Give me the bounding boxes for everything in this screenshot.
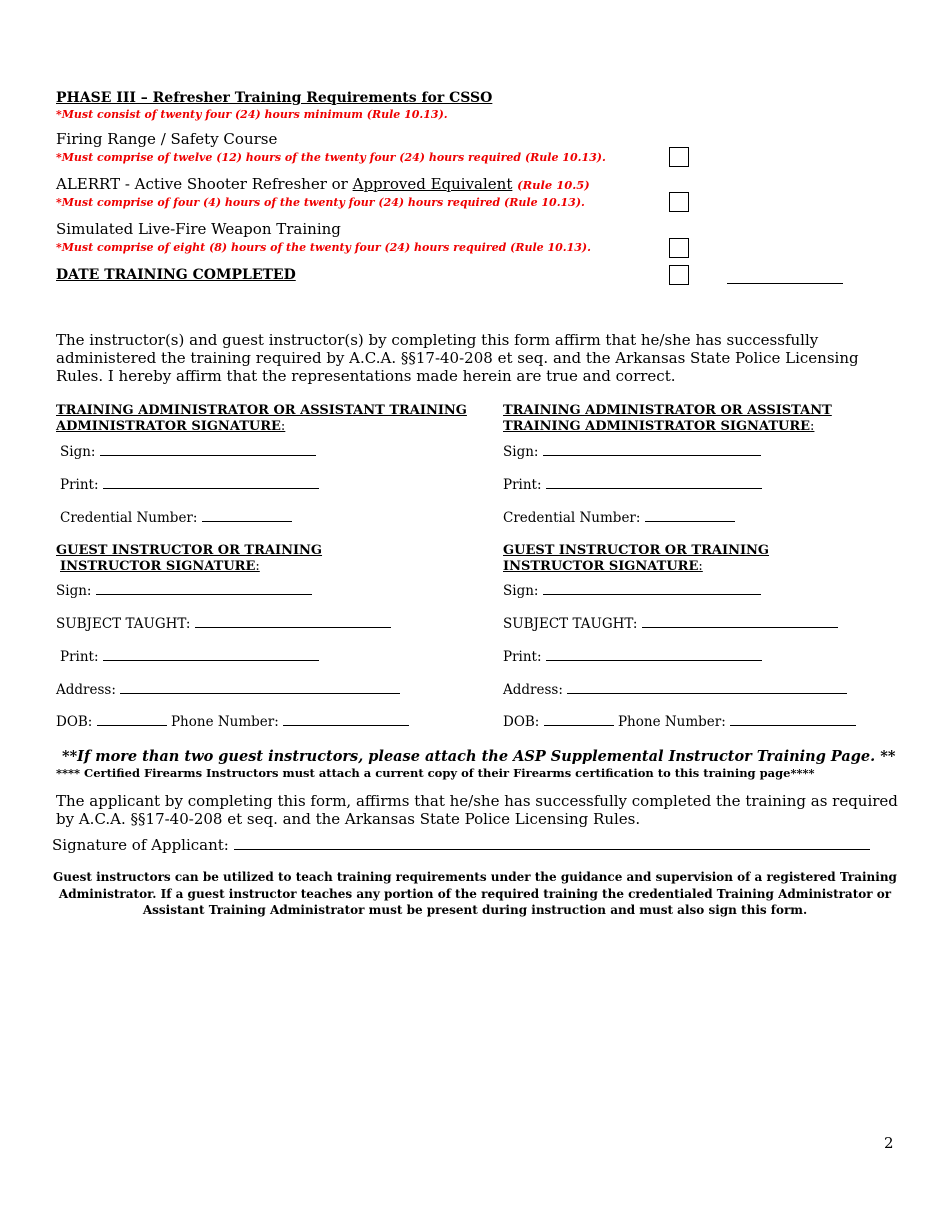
guest-left-heading-line1: GUEST INSTRUCTOR OR TRAINING xyxy=(56,543,323,558)
admin-left-heading-line1: TRAINING ADMINISTRATOR OR ASSISTANT TRAINING xyxy=(56,403,467,418)
guest-right-print-field[interactable] xyxy=(503,649,762,665)
print-label: Print: xyxy=(60,477,99,493)
dob-line[interactable] xyxy=(544,724,614,726)
colon: : xyxy=(280,419,286,434)
subject-line[interactable] xyxy=(195,626,391,628)
date-completed-checkbox[interactable] xyxy=(669,265,689,285)
admin-left-sign-field[interactable] xyxy=(60,444,316,460)
requirement-alerrt-rule: (Rule 10.5) xyxy=(517,178,590,192)
guest-right-heading-line2: INSTRUCTOR SIGNATURE xyxy=(503,559,699,574)
requirement-simulated-note: *Must comprise of eight (8) hours of the twenty four (24) hours required (Rule 10.13). xyxy=(56,241,591,254)
sign-line[interactable] xyxy=(543,593,761,595)
applicant-signature-label: Signature of Applicant: xyxy=(52,836,229,854)
page-number: 2 xyxy=(884,1134,894,1152)
requirement-firing-range-note: *Must comprise of twelve (12) hours of the twenty four (24) hours required (Rule 10.13). xyxy=(56,151,606,164)
guest-left-subject-field[interactable] xyxy=(56,616,391,632)
guest-left-sign-field[interactable] xyxy=(56,583,312,599)
firing-range-checkbox[interactable] xyxy=(669,147,689,167)
requirement-firing-range: Firing Range / Safety Course xyxy=(56,130,278,148)
sign-label: Sign: xyxy=(503,583,539,599)
dob-label: DOB: xyxy=(56,714,93,730)
requirement-alerrt-prefix: ALERRT - Active Shooter Refresher or xyxy=(56,175,353,193)
guest-left-dob-phone-field[interactable] xyxy=(56,714,409,730)
address-label: Address: xyxy=(56,682,116,698)
dob-label: DOB: xyxy=(503,714,540,730)
guest-right-heading-line1: GUEST INSTRUCTOR OR TRAINING xyxy=(503,543,770,558)
colon: : xyxy=(698,559,703,574)
alerrt-checkbox[interactable] xyxy=(669,192,689,212)
firearms-certification-note: **** Certified Firearms Instructors must attach a current copy of their Firearms certification to this training page**** xyxy=(56,766,815,780)
admin-right-sign-field[interactable] xyxy=(503,444,761,460)
guest-left-heading-line2: INSTRUCTOR SIGNATURE xyxy=(60,559,256,574)
phone-line[interactable] xyxy=(730,724,856,726)
requirement-simulated-live-fire: Simulated Live-Fire Weapon Training xyxy=(56,220,341,238)
requirement-alerrt-note: *Must comprise of four (4) hours of the twenty four (24) hours required (Rule 10.13). xyxy=(56,196,585,209)
admin-right-credential-field[interactable] xyxy=(503,510,735,526)
guest-right-address-field[interactable] xyxy=(503,682,847,698)
credential-label: Credential Number: xyxy=(60,510,198,526)
applicant-signature-field[interactable] xyxy=(52,836,870,854)
admin-right-heading-line2: TRAINING ADMINISTRATOR SIGNATURE xyxy=(503,419,811,434)
phase-subtitle: *Must consist of twenty four (24) hours minimum (Rule 10.13). xyxy=(56,108,448,121)
instructor-affirmation: The instructor(s) and guest instructor(s) by completing this form affirm that he/she has successfully administered the training required by A.C.A. §§17-40-208 et seq. and the Arkansas State Police Licensing Rules. I hereby affirm that the representations made herein are true and correct. xyxy=(56,331,859,385)
applicant-affirmation: The applicant by completing this form, affirms that he/she has successfully completed the training as required by A.C.A. §§17-40-208 et seq. and the Arkansas State Police Licensing Rules. xyxy=(56,792,898,828)
phone-line[interactable] xyxy=(283,724,409,726)
sign-line[interactable] xyxy=(543,454,761,456)
guest-right-heading xyxy=(503,543,769,575)
date-training-completed-label: DATE TRAINING COMPLETED xyxy=(56,267,296,283)
colon: : xyxy=(255,559,260,574)
guest-right-subject-field[interactable] xyxy=(503,616,838,632)
supplemental-instructor-note: **If more than two guest instructors, please attach the ASP Supplemental Instructor Training Page. ** xyxy=(62,748,896,765)
sign-line[interactable] xyxy=(100,454,316,456)
subject-label: SUBJECT TAUGHT: xyxy=(503,616,638,632)
print-line[interactable] xyxy=(546,659,762,661)
print-label: Print: xyxy=(503,649,542,665)
guest-instructor-footer-note: Guest instructors can be utilized to teach training requirements under the guidance and supervision of a registered Training Administrator. If a guest instructor teaches any portion of the required training the credentialed Training Administrator or Assistant Training Administrator must be present during instruction and must also sign this form. xyxy=(53,870,897,917)
requirement-alerrt xyxy=(56,175,590,193)
credential-label: Credential Number: xyxy=(503,510,641,526)
print-line[interactable] xyxy=(103,487,319,489)
sign-label: Sign: xyxy=(60,444,96,460)
admin-left-print-field[interactable] xyxy=(60,477,319,493)
date-completed-line[interactable] xyxy=(727,283,843,284)
dob-line[interactable] xyxy=(97,724,167,726)
applicant-signature-line[interactable] xyxy=(234,848,870,850)
colon: : xyxy=(810,419,815,434)
phone-label: Phone Number: xyxy=(170,714,279,730)
guest-right-sign-field[interactable] xyxy=(503,583,761,599)
subject-label: SUBJECT TAUGHT: xyxy=(56,616,191,632)
guest-left-heading xyxy=(56,543,322,575)
address-line[interactable] xyxy=(120,692,400,694)
print-line[interactable] xyxy=(103,659,319,661)
sign-line[interactable] xyxy=(96,593,312,595)
print-label: Print: xyxy=(503,477,542,493)
address-line[interactable] xyxy=(567,692,847,694)
simulated-checkbox[interactable] xyxy=(669,238,689,258)
sign-label: Sign: xyxy=(56,583,92,599)
phase-title: PHASE III – Refresher Training Requirements for CSSO xyxy=(56,90,493,106)
credential-line[interactable] xyxy=(645,520,735,522)
guest-left-print-field[interactable] xyxy=(60,649,319,665)
admin-right-print-field[interactable] xyxy=(503,477,762,493)
admin-left-heading xyxy=(56,403,467,435)
credential-line[interactable] xyxy=(202,520,292,522)
admin-left-heading-line2: ADMINISTRATOR SIGNATURE xyxy=(56,419,281,434)
address-label: Address: xyxy=(503,682,563,698)
admin-left-credential-field[interactable] xyxy=(60,510,292,526)
guest-right-dob-phone-field[interactable] xyxy=(503,714,856,730)
subject-line[interactable] xyxy=(642,626,838,628)
admin-right-heading-line1: TRAINING ADMINISTRATOR OR ASSISTANT xyxy=(503,403,832,418)
guest-left-address-field[interactable] xyxy=(56,682,400,698)
approved-equivalent-text: Approved Equivalent xyxy=(352,175,513,193)
print-label: Print: xyxy=(60,649,99,665)
sign-label: Sign: xyxy=(503,444,539,460)
print-line[interactable] xyxy=(546,487,762,489)
admin-right-heading xyxy=(503,403,832,435)
phone-label: Phone Number: xyxy=(617,714,726,730)
